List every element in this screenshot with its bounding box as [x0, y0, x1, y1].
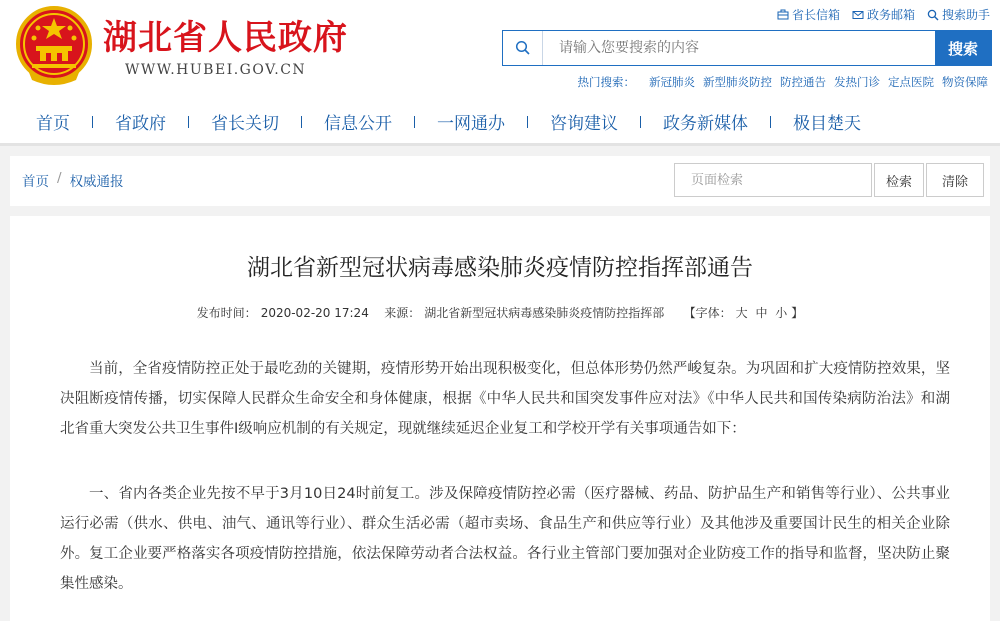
- main-nav: [0, 100, 1000, 146]
- page-clear-button[interactable]: 清除: [926, 163, 984, 197]
- breadcrumb-home[interactable]: 首页: [22, 174, 49, 190]
- nav-divider: [414, 116, 415, 128]
- gov-email-link[interactable]: [852, 6, 915, 23]
- nav-divider: [770, 116, 771, 128]
- hot-search-item[interactable]: 物资保障: [942, 75, 988, 89]
- article-meta: [10, 304, 990, 321]
- magnifier-icon: [515, 40, 531, 56]
- nav-jimu-chutian[interactable]: 极目楚天: [793, 114, 861, 134]
- national-emblem-icon: [14, 4, 94, 86]
- search-assistant-link[interactable]: [927, 6, 990, 23]
- page-search-input[interactable]: [674, 163, 872, 197]
- mail-icon: [852, 9, 864, 21]
- source-value: 湖北省新型冠状病毒感染肺炎疫情防控指挥部: [424, 306, 665, 320]
- article-title: 湖北省新型冠状病毒感染肺炎疫情防控指挥部通告: [247, 255, 753, 281]
- font-size-label: 【字体：: [683, 306, 732, 320]
- breadcrumb-separator: /: [57, 170, 62, 186]
- governor-mailbox-label: 省长信箱: [791, 8, 840, 22]
- breadcrumb: [22, 170, 124, 190]
- source-label: 来源：: [384, 306, 421, 320]
- governor-mailbox-link[interactable]: [777, 6, 840, 23]
- nav-divider: [301, 116, 302, 128]
- article: [10, 216, 990, 621]
- font-size-end: 】: [791, 306, 804, 320]
- site-title[interactable]: 湖北省人民政府: [103, 18, 348, 58]
- nav-one-network[interactable]: 一网通办: [437, 114, 505, 134]
- nav-divider: [92, 116, 93, 128]
- top-links: [777, 6, 990, 23]
- site-search-button[interactable]: 搜索: [935, 31, 991, 65]
- nav-divider: [188, 116, 189, 128]
- search-icon: [927, 9, 939, 21]
- nav-provincial-gov[interactable]: 省政府: [115, 114, 166, 134]
- font-size-large[interactable]: 大: [735, 306, 748, 320]
- article-paragraph: 当前，全省疫情防控正处于最吃劲的关键期，疫情形势开始出现积极变化，但总体形势仍然严峻复杂。为巩固和扩大疫情防控效果，坚决阻断疫情传播，切实保障人民群众生命安全和身体健康，根据《中华人民共和国突发事件应对法》《中华人民共和国传染病防治法》和湖北省重大突发公共卫生事件I级响应机制的有关规定，现就继续延迟企业复工和学校开学有关事项通告如下：: [60, 361, 950, 437]
- nav-home[interactable]: 首页: [36, 114, 70, 134]
- hot-search-label: 热门搜索：: [577, 75, 635, 89]
- gov-email-label: 政务邮箱: [866, 8, 915, 22]
- search-icon[interactable]: [503, 31, 543, 65]
- nav-info-disclosure[interactable]: 信息公开: [324, 114, 392, 134]
- hot-search-item[interactable]: 发热门诊: [834, 75, 880, 89]
- site-search-box: [502, 30, 992, 66]
- search-assistant-label: 搜索助手: [941, 8, 990, 22]
- article-paragraph: 一、省内各类企业先按不早于3月10日24时前复工。涉及保障疫情防控必需（医疗器械、药品、防护品生产和销售等行业）、公共事业运行必需（供水、供电、油气、通讯等行业）、群众生活必需（超市卖场、食品生产和供应等行业）及其他涉及重要国计民生的相关企业除外。复工企业要严格落实各项疫情防控措施，依法保障劳动者合法权益。各行业主管部门要加强对企业防疫工作的指导和监督，坚决防止聚集性感染。: [60, 486, 950, 592]
- hot-search-list: [578, 74, 989, 90]
- nav-divider: [527, 116, 528, 128]
- hot-search-item[interactable]: 定点医院: [888, 75, 934, 89]
- font-size-medium[interactable]: 中: [755, 306, 768, 320]
- breadcrumb-bar: [10, 156, 990, 206]
- page-search-button[interactable]: 检索: [874, 163, 924, 197]
- nav-governor-concerns[interactable]: 省长关切: [211, 114, 279, 134]
- hot-search-item[interactable]: 防控通告: [780, 75, 826, 89]
- nav-divider: [640, 116, 641, 128]
- publish-time: 2020-02-20 17:24: [260, 306, 369, 320]
- font-size-small[interactable]: 小: [775, 306, 788, 320]
- nav-new-media[interactable]: 政务新媒体: [663, 114, 748, 134]
- hot-search-item[interactable]: 新冠肺炎: [649, 75, 695, 89]
- site-url: WWW.HUBEI.GOV.CN: [125, 62, 307, 78]
- site-header: [0, 0, 1000, 100]
- publish-label: 发布时间：: [196, 306, 257, 320]
- nav-consult-suggest[interactable]: 咨询建议: [550, 114, 618, 134]
- breadcrumb-current[interactable]: 权威通报: [69, 174, 124, 190]
- mailbox-icon: [777, 9, 789, 21]
- hot-search-item[interactable]: 新型肺炎防控: [703, 75, 772, 89]
- site-search-input[interactable]: [543, 31, 935, 65]
